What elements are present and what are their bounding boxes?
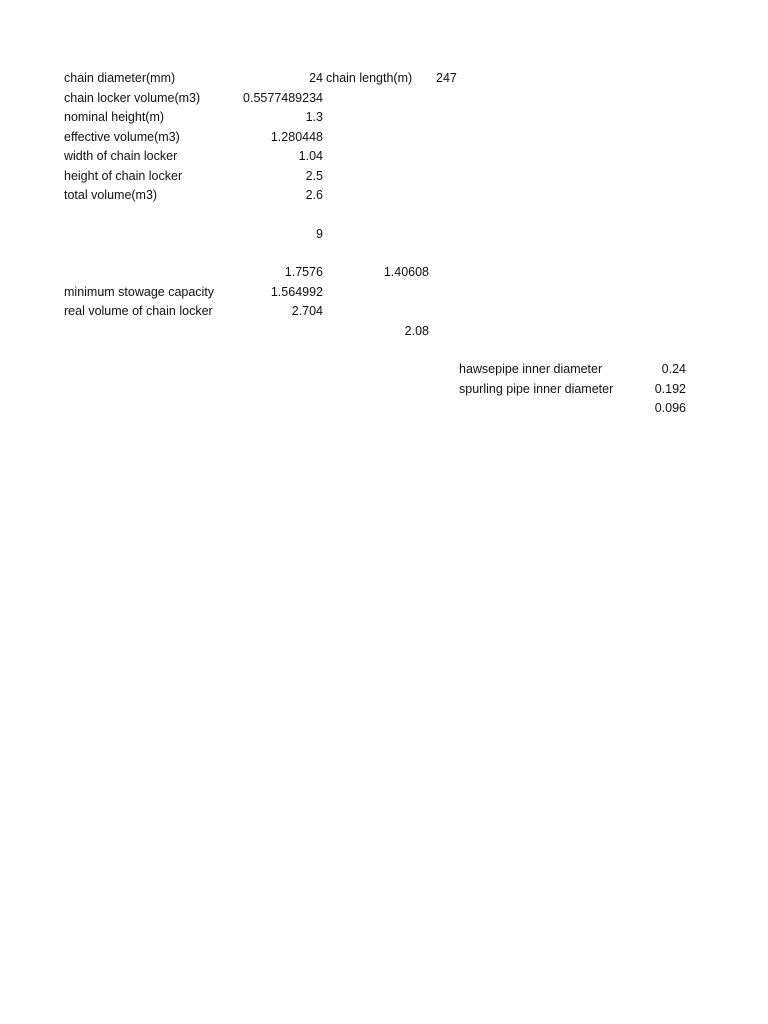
cell-hawsepipe-inner-diameter-label[interactable]: hawsepipe inner diameter xyxy=(459,362,603,376)
cell-loose-value-2-08[interactable]: 2.08 xyxy=(404,324,429,338)
cell-spurling-pipe-inner-diameter-label[interactable]: spurling pipe inner diameter xyxy=(459,382,614,396)
cell-loose-row-col-c[interactable]: 1.40608 xyxy=(383,265,429,279)
cell-chain-length-label[interactable]: chain length(m) xyxy=(326,71,413,85)
cell-chain-diameter-label[interactable]: chain diameter(mm) xyxy=(64,71,176,85)
cell-height-of-chain-locker-value[interactable]: 2.5 xyxy=(305,169,323,183)
cell-chain-locker-volume-label[interactable]: chain locker volume(m3) xyxy=(64,91,201,105)
cell-hawsepipe-inner-diameter-value[interactable]: 0.24 xyxy=(661,362,686,376)
cell-width-of-chain-locker-value[interactable]: 1.04 xyxy=(298,149,323,163)
cell-real-volume-of-chain-locker-value[interactable]: 2.704 xyxy=(291,304,323,318)
cell-chain-diameter-value[interactable]: 24 xyxy=(309,71,323,85)
cell-width-of-chain-locker-label[interactable]: width of chain locker xyxy=(64,149,178,163)
cell-loose-value-9[interactable]: 9 xyxy=(316,227,323,241)
cell-chain-locker-volume-value[interactable]: 0.5577489234 xyxy=(243,91,323,105)
cell-chain-length-value[interactable]: 247 xyxy=(436,71,457,85)
cell-effective-volume-value[interactable]: 1.280448 xyxy=(270,130,323,144)
cell-nominal-height-label[interactable]: nominal height(m) xyxy=(64,110,165,124)
cell-loose-value-0-096[interactable]: 0.096 xyxy=(654,401,686,415)
cell-minimum-stowage-capacity-label[interactable]: minimum stowage capacity xyxy=(64,285,215,299)
cell-nominal-height-value[interactable]: 1.3 xyxy=(305,110,323,124)
cell-loose-row-col-b[interactable]: 1.7576 xyxy=(284,265,323,279)
cell-height-of-chain-locker-label[interactable]: height of chain locker xyxy=(64,169,183,183)
cell-real-volume-of-chain-locker-label[interactable]: real volume of chain locker xyxy=(64,304,213,318)
cell-effective-volume-label[interactable]: effective volume(m3) xyxy=(64,130,180,144)
cell-total-volume-label[interactable]: total volume(m3) xyxy=(64,188,158,202)
cell-spurling-pipe-inner-diameter-value[interactable]: 0.192 xyxy=(654,382,686,396)
cell-total-volume-value[interactable]: 2.6 xyxy=(305,188,323,202)
cell-minimum-stowage-capacity-value[interactable]: 1.564992 xyxy=(270,285,323,299)
